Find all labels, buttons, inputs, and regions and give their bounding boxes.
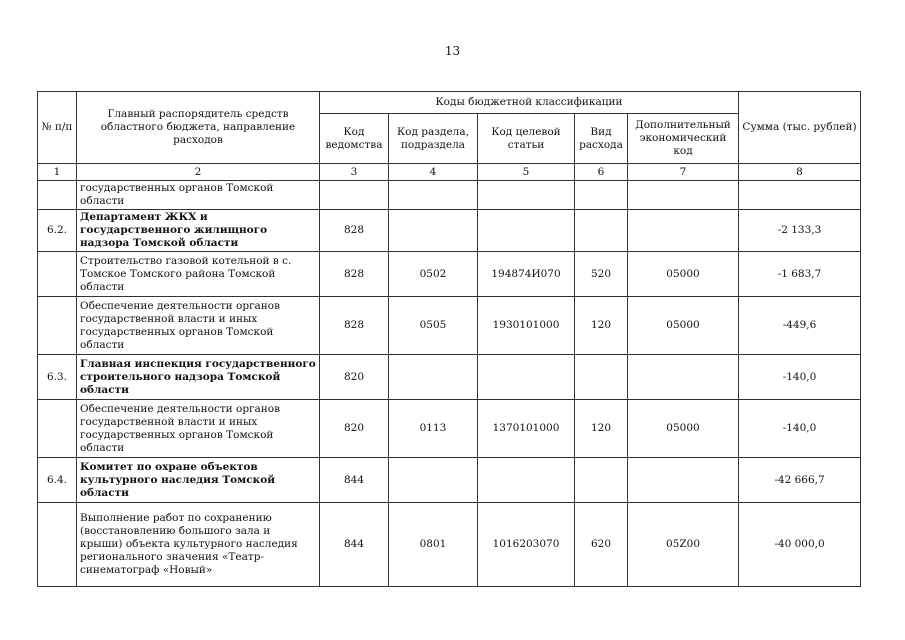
row-extra: 05000 [628, 400, 739, 458]
row-type [575, 210, 628, 252]
column-number: 7 [628, 164, 739, 181]
row-dept: 820 [320, 355, 389, 400]
header-dept-code: Код ведомства [320, 114, 389, 164]
row-dept: 820 [320, 400, 389, 458]
header-codes-group: Коды бюджетной классификации [320, 92, 739, 114]
row-number [38, 400, 77, 458]
row-section: 0502 [389, 252, 478, 297]
row-target [478, 355, 575, 400]
row-number [38, 297, 77, 355]
row-target: 194874И070 [478, 252, 575, 297]
row-sum: -42 666,7 [739, 458, 861, 503]
row-sum: -2 133,3 [739, 210, 861, 252]
column-number: 6 [575, 164, 628, 181]
row-target [478, 458, 575, 503]
table-row [38, 297, 861, 355]
row-target: 1930101000 [478, 297, 575, 355]
row-target: 1016203070 [478, 503, 575, 587]
row-section: 0801 [389, 503, 478, 587]
budget-table [37, 91, 861, 587]
table-row [38, 355, 861, 400]
row-sum: -140,0 [739, 400, 861, 458]
column-number: 1 [38, 164, 77, 181]
header-target-code: Код целевой статьи [478, 114, 575, 164]
row-type: 120 [575, 297, 628, 355]
row-number: 6.2. [38, 210, 77, 252]
header-section-code: Код раздела, подраздела [389, 114, 478, 164]
row-sum: -40 000,0 [739, 503, 861, 587]
column-number-row [38, 164, 861, 181]
table-row [38, 210, 861, 252]
row-name: государственных органов Томской области [77, 181, 320, 210]
row-dept: 828 [320, 297, 389, 355]
row-target [478, 181, 575, 210]
column-number: 2 [77, 164, 320, 181]
row-number: 6.4. [38, 458, 77, 503]
header-sum: Сумма (тыс. рублей) [739, 92, 861, 164]
header-expense-type: Вид расхода [575, 114, 628, 164]
row-section [389, 210, 478, 252]
table-row [38, 252, 861, 297]
row-dept: 844 [320, 503, 389, 587]
row-extra [628, 181, 739, 210]
row-extra: 05000 [628, 297, 739, 355]
row-dept: 828 [320, 252, 389, 297]
table-row [38, 458, 861, 503]
row-name: Обеспечение деятельности органов государственной власти и иных государственных органов Томской области [77, 297, 320, 355]
row-target [478, 210, 575, 252]
row-number: 6.3. [38, 355, 77, 400]
row-name: Комитет по охране объектов культурного наследия Томской области [77, 458, 320, 503]
table-row [38, 181, 861, 210]
header-name: Главный распорядитель средств областного бюджета, направление расходов [77, 92, 320, 164]
row-section: 0505 [389, 297, 478, 355]
row-target: 1370101000 [478, 400, 575, 458]
row-number [38, 252, 77, 297]
column-number: 8 [739, 164, 861, 181]
row-sum [739, 181, 861, 210]
row-dept: 844 [320, 458, 389, 503]
row-type: 620 [575, 503, 628, 587]
row-name: Главная инспекция государственного строительного надзора Томской области [77, 355, 320, 400]
row-section [389, 181, 478, 210]
row-type [575, 181, 628, 210]
row-sum: -1 683,7 [739, 252, 861, 297]
row-type: 120 [575, 400, 628, 458]
row-section: 0113 [389, 400, 478, 458]
row-number [38, 503, 77, 587]
page-number: 13 [444, 44, 461, 58]
row-name: Строительство газовой котельной в с. Томское Томского района Томской области [77, 252, 320, 297]
row-dept [320, 181, 389, 210]
row-name: Выполнение работ по сохранению (восстановлению большого зала и крыши) объекта культурного наследия регионального значения «Театр-синематограф «Новый» [77, 503, 320, 587]
row-extra: 05Z00 [628, 503, 739, 587]
row-section [389, 355, 478, 400]
row-extra [628, 458, 739, 503]
row-sum: -140,0 [739, 355, 861, 400]
row-name: Департамент ЖКХ и государственного жилищного надзора Томской области [77, 210, 320, 252]
column-number: 3 [320, 164, 389, 181]
header-extra-code: Дополнительный экономический код [628, 114, 739, 164]
row-extra [628, 355, 739, 400]
row-section [389, 458, 478, 503]
row-type: 520 [575, 252, 628, 297]
row-name: Обеспечение деятельности органов государственной власти и иных государственных органов Томской области [77, 400, 320, 458]
row-dept: 828 [320, 210, 389, 252]
table-row [38, 503, 861, 587]
row-extra [628, 210, 739, 252]
row-type [575, 458, 628, 503]
header-number: № п/п [38, 92, 77, 164]
column-number: 4 [389, 164, 478, 181]
row-type [575, 355, 628, 400]
row-number [38, 181, 77, 210]
column-number: 5 [478, 164, 575, 181]
row-sum: -449,6 [739, 297, 861, 355]
row-extra: 05000 [628, 252, 739, 297]
table-row [38, 400, 861, 458]
